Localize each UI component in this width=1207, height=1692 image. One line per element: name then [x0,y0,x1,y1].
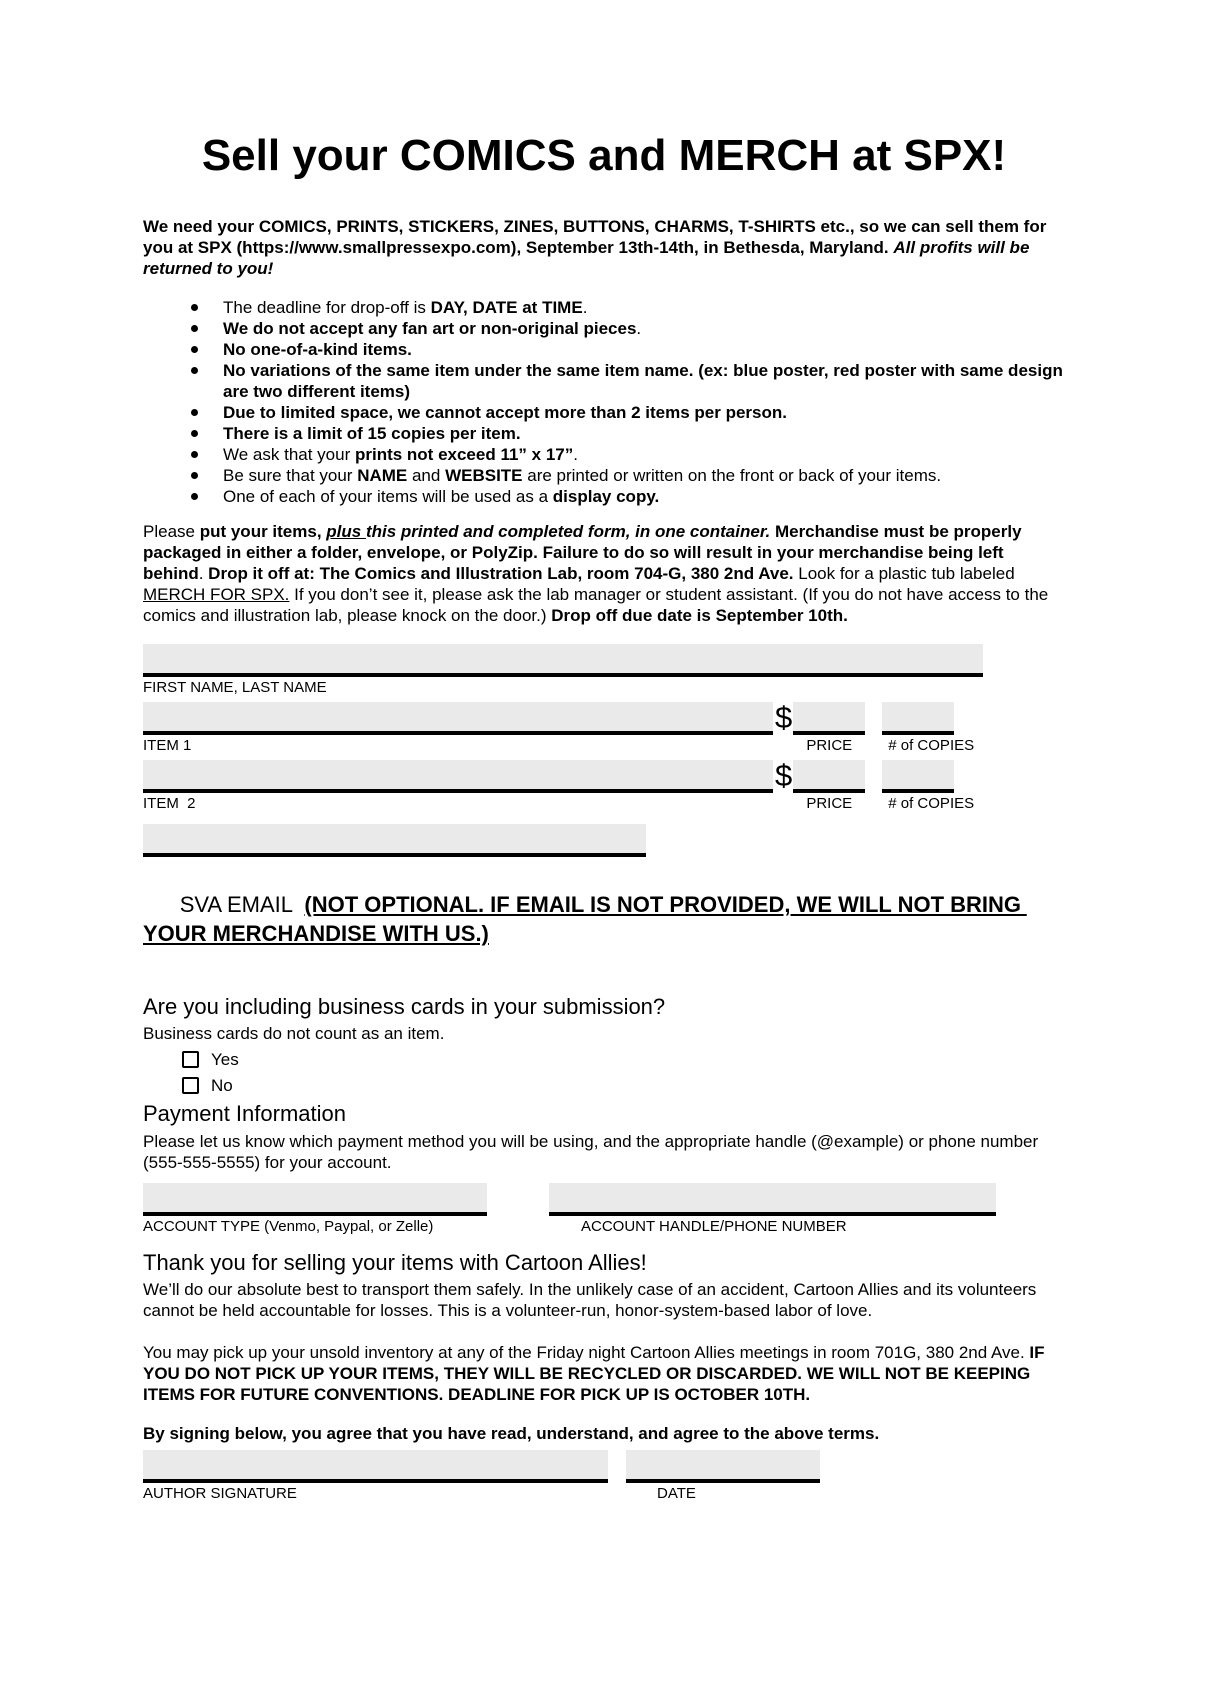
dropoff-instructions: Please put your items, plus this printed and completed form, in one container. Merchandise must be properly packaged in either a folder, envelope, or PolyZip. Failure to do so will result in your merchandise being left behind. Drop it off at: The Comics and Illustration Lab, room 704-G, 380 2nd Ave. Look for a plastic tub labeled MERCH FOR SPX. If you don’t see it, please ask the lab manager or student assistant. (If you do not have access to the comics and illustration lab, please knock on the door.) Drop off due date is September 10th. [143,522,1049,625]
first-name-last-name-field[interactable] [143,644,983,677]
sva-email-label [143,861,1065,977]
business-cards-yes-option [143,1049,1065,1070]
item-2-price-field[interactable] [793,760,865,793]
rule-item: There is a limit of 15 copies per item. [223,423,1065,444]
rule-item: The deadline for drop-off is DAY, DATE at TIME. [223,297,1065,318]
author-signature-field[interactable] [143,1450,608,1483]
author-signature-label: AUTHOR SIGNATURE [143,1485,297,1502]
business-cards-question: Are you including business cards in your submission? [143,994,666,1019]
item-1-group [143,702,773,754]
item-1-copies-field[interactable] [882,702,954,735]
item-1-price-field[interactable] [793,702,865,735]
date-group [626,1450,820,1502]
item-2-group [143,760,773,812]
name-field-group [143,644,1065,696]
copies-label: # of COPIES [888,737,975,754]
rule-item: One of each of your items will be used as a display copy. [223,486,1065,507]
payment-fields-row [143,1183,1065,1235]
account-type-field[interactable] [143,1183,487,1216]
payment-information-heading: Payment Information [143,1101,346,1126]
business-cards-note: Business cards do not count as an item. [143,1024,445,1043]
payment-description: Please let us know which payment method you will be using, and the appropriate handle (@example) or phone number (555-555-5555) for your account. [143,1132,1039,1172]
price-label: PRICE [806,795,853,812]
sva-email-warning: (NOT OPTIONAL. IF EMAIL IS NOT PROVIDED, WE WILL NOT BRING YOUR MERCHANDISE WITH US.) [143,892,1027,946]
item-2-label: ITEM 2 [143,795,196,812]
item-1-label: ITEM 1 [143,737,192,754]
rule-item: Due to limited space, we cannot accept more than 2 items per person. [223,402,1065,423]
thank-you-heading: Thank you for selling your items with Cartoon Allies! [143,1250,647,1275]
date-field[interactable] [626,1450,820,1483]
account-type-group [143,1183,487,1235]
dollar-sign: $ [775,700,793,735]
yes-checkbox[interactable] [182,1051,199,1068]
signature-row [143,1450,1065,1502]
account-handle-field[interactable] [549,1183,996,1216]
dollar-sign: $ [775,758,793,793]
rules-list [143,297,1065,507]
sva-email-label-prefix: SVA EMAIL [179,892,305,917]
item-2-row [143,760,1065,812]
sva-email-group [143,824,1065,977]
item-2-price-group [793,760,865,812]
rule-item: No variations of the same item under the same item name. (ex: blue poster, red poster with same design are two different items) [223,360,1065,402]
copies-label: # of COPIES [888,795,975,812]
merch-submission-form [0,130,1207,1562]
page-title: Sell your COMICS and MERCH at SPX! [201,131,1007,180]
date-label: DATE [657,1485,696,1502]
no-label: No [211,1076,233,1095]
rule-item: We ask that your prints not exceed 11” x 17”. [223,444,1065,465]
no-checkbox[interactable] [182,1077,199,1094]
pickup-paragraph: You may pick up your unsold inventory at any of the Friday night Cartoon Allies meetings in room 701G, 380 2nd Ave. IF YOU DO NOT PICK UP YOUR ITEMS, THEY WILL BE RECYCLED OR DISCARDED. WE WILL NOT BE KEEPING ITEMS FOR FUTURE CONVENTIONS. DEADLINE FOR PICK UP IS OCTOBER 10TH. [143,1343,1045,1404]
account-handle-group [549,1183,996,1235]
name-field-label: FIRST NAME, LAST NAME [143,679,327,696]
intro-paragraph: We need your COMICS, PRINTS, STICKERS, ZINES, BUTTONS, CHARMS, T-SHIRTS etc., so we can sell them for you at SPX (https://www.smallpressexpo.com), September 13th-14th, in Bethesda, Maryland. All profits will be returned to you! [143,217,1047,278]
liability-paragraph: We’ll do our absolute best to transport them safely. In the unlikely case of an accident, Cartoon Allies and its volunteers cannot be held accountable for losses. This is a volunteer-run, honor-system-based labor of love. [143,1280,1037,1320]
item-2-copies-field[interactable] [882,760,954,793]
item-1-copies-group [882,702,975,754]
account-type-label: ACCOUNT TYPE (Venmo, Paypal, or Zelle) [143,1218,434,1235]
rule-item: No one-of-a-kind items. [223,339,1065,360]
item-2-copies-group [882,760,975,812]
rule-item: We do not accept any fan art or non-original pieces. [223,318,1065,339]
account-handle-label: ACCOUNT HANDLE/PHONE NUMBER [581,1218,847,1235]
item-1-row [143,702,1065,754]
sva-email-field[interactable] [143,824,646,857]
author-signature-group [143,1450,608,1502]
rule-item: Be sure that your NAME and WEBSITE are printed or written on the front or back of your items. [223,465,1065,486]
business-cards-no-option [143,1075,1065,1096]
yes-label: Yes [211,1050,239,1069]
price-label: PRICE [806,737,853,754]
item-2-field[interactable] [143,760,773,793]
item-1-field[interactable] [143,702,773,735]
terms-agreement-line: By signing below, you agree that you have read, understand, and agree to the above terms. [143,1424,880,1443]
item-1-price-group [793,702,865,754]
